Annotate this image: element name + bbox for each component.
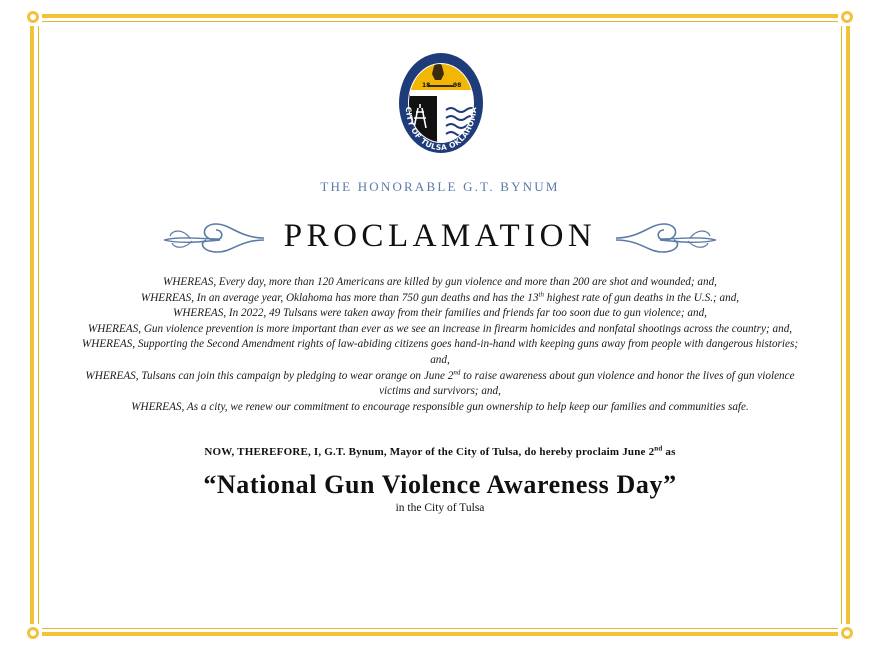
whereas-clauses [75,275,805,415]
whereas-clause: WHEREAS, In 2022, 49 Tulsans were taken away from their families and friends far too soon due to gun violence; and, [173,307,707,320]
day-name-headline: “National Gun Violence Awareness Day” [203,470,677,499]
whereas-clause: WHEREAS, Gun violence prevention is more important than ever as we see an increase in firearm homicides and nonfatal shootings across the country; and, [87,322,793,335]
proclaim-statement: NOW, THEREFORE, I, G.T. Bynum, Mayor of the City of Tulsa, do hereby proclaim June 2nd as [204,444,676,458]
whereas-clause: WHEREAS, As a city, we renew our commitment to encourage responsible gun ownership to help keep our families and communities safe. [131,400,749,413]
whereas-clause: WHEREAS, Tulsans can join this campaign by pledging to wear orange on June 2nd to raise awareness about gun violence and honor the lives of gun violence victims and survivors; and, [85,367,795,398]
proclamation-title: PROCLAMATION [283,218,597,254]
city-subline: in the City of Tulsa [395,502,485,514]
honorable-name: THE HONORABLE G.T. BYNUM [320,179,560,194]
seal-year-left: 18 [422,82,431,89]
whereas-clause: WHEREAS, In an average year, Oklahoma has more than 750 gun deaths and has the 13th highest rate of gun deaths in the U.S.; and, [140,289,740,304]
city-seal [398,52,484,154]
title-row [0,214,880,262]
corner-ornament-top-right [838,8,856,26]
corner-ornament-top-left [24,8,42,26]
corner-ornament-bottom-left [24,624,42,642]
seal-year-right: 98 [453,82,462,89]
corner-ornament-bottom-right [838,624,856,642]
city-seal-icon [398,52,484,154]
whereas-clause: WHEREAS, Every day, more than 120 Americans are killed by gun violence and more than 200 are shot and wounded; and, [163,276,717,288]
seal-city-name: CITY OF TULSA OKLAHOMA [403,106,479,153]
right-flourish-icon [614,214,720,262]
whereas-clause: WHEREAS, Supporting the Second Amendment rights of law-abiding citizens goes hand-in-hand with keeping guns away from people with dangerous histories; and, [81,338,799,366]
